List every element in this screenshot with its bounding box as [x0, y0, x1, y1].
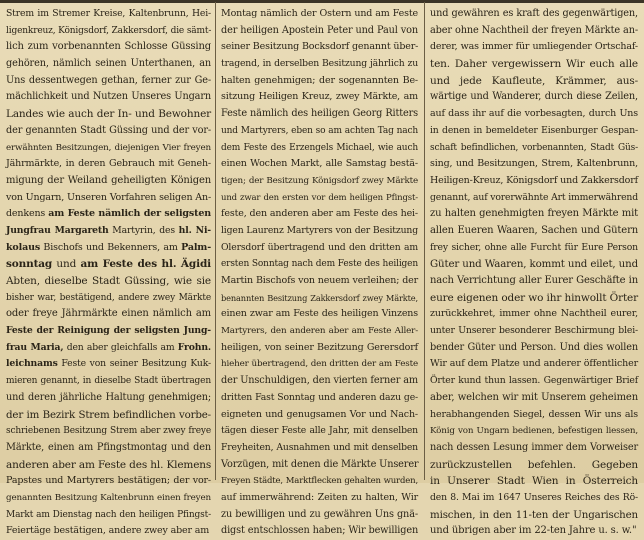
text-run: in Unserer Stadt Wien in Österreich — [430, 475, 638, 488]
text-run: gehören, nämlich seinen Unterthanen, an — [6, 58, 211, 70]
text-line — [6, 123, 211, 140]
text-run: digst entschlossen haben; Wir bewilligen — [221, 525, 419, 537]
text-run: zu bewilligen und zu gewähren Uns gnä- — [221, 508, 418, 520]
bold-text-run: Jungfrau Margareth — [6, 224, 109, 236]
text-run: Wir auf dem Platze und anderer öffentlicher — [430, 358, 638, 370]
column-divider — [424, 2, 425, 480]
text-line — [6, 473, 211, 490]
text-line — [221, 56, 418, 73]
text-run: zu halten genehmigten freyen Märkte mit — [430, 208, 638, 220]
text-run: mieren genannt, in dieselbe Stadt übertragen — [6, 376, 211, 387]
text-run: hieher übertragend, den dritten der am Feste — [221, 359, 418, 370]
text-line — [221, 490, 418, 507]
bold-text-run: sonntag — [6, 258, 53, 271]
text-run: tragend, in derselben Besitzung jährlich zu — [221, 58, 418, 70]
text-line — [430, 73, 638, 90]
text-column-3 — [430, 6, 638, 537]
text-run: den 8. Mai im 1647 Unseres Reiches des Rö- — [430, 491, 638, 503]
text-run: lich zum vorbenannten Schlosse Güssing — [6, 41, 211, 53]
text-line — [221, 89, 418, 106]
text-run: Örter kund thun lassen. Gegenwärtiger Brief — [430, 375, 638, 387]
text-line — [6, 340, 211, 357]
text-line — [6, 290, 211, 307]
text-line — [6, 507, 211, 524]
bold-text-run: Frohn. — [177, 341, 211, 353]
text-line — [221, 473, 418, 490]
text-line — [6, 190, 211, 207]
text-run: Abten, dieselbe Stadt Güssing, wie sie — [6, 275, 211, 287]
text-run: einen Wochen Markt, alle Samstag bestä- — [221, 158, 418, 170]
text-run: auf immerwährend: Zeiten zu halten, Wir — [221, 491, 418, 503]
text-run: bisher war, bestätigend, andere zwey Märkte — [6, 292, 211, 303]
text-run: ten. Daher vergewissern Wir euch alle — [430, 58, 638, 71]
text-run: heiligen, von seiner Bezitzung Gerersdorf — [221, 341, 418, 353]
text-line — [430, 256, 638, 273]
text-line — [6, 490, 211, 507]
text-line — [430, 240, 638, 257]
text-line — [221, 507, 418, 524]
text-line — [430, 390, 638, 407]
text-line — [221, 39, 418, 56]
text-run: und — [52, 258, 81, 271]
text-run: zurückkehret, immer ohne Nachtheil eurer, — [430, 308, 638, 320]
text-run: Märkte, einen am Pfingstmontag und den — [6, 441, 211, 453]
text-line — [6, 39, 211, 56]
bold-text-run: Palm- — [181, 241, 211, 253]
text-run: König von Ungarn bedienen, befestigen liessen, — [430, 426, 638, 437]
text-run: der heiligen Apostein Peter und Paul von — [221, 24, 418, 36]
text-line — [221, 106, 418, 123]
text-line — [221, 457, 418, 474]
text-line — [221, 6, 418, 23]
text-line — [430, 356, 638, 373]
text-line — [6, 273, 211, 290]
text-run: dritten Fast Sonntag und anderen dazu ge- — [221, 391, 418, 403]
text-line — [430, 173, 638, 190]
text-run: Martyrin, des — [108, 224, 179, 236]
text-run: von Ungarn, Unseren Vorfahren seligen An- — [6, 191, 212, 203]
text-line — [430, 223, 638, 240]
text-line — [430, 56, 638, 73]
text-run: halten genehmigen; der sogenannten Be- — [221, 74, 418, 86]
text-line — [221, 223, 418, 240]
text-run: Güter und Waaren, kommt und eilet, und — [430, 258, 638, 271]
text-run: genannten Besitzung Kaltenbrunn einen freyen — [6, 492, 211, 503]
text-run: migung der Weiland geheiligten Königen — [6, 174, 211, 186]
text-run: Freyen Städte, Marktflecken gehalten wurden, — [221, 476, 418, 487]
text-run: Uns dessentwegen gethan, ferner zur Ge- — [6, 74, 211, 86]
text-line — [221, 323, 418, 340]
text-run: einen zwar am Feste des heiligen Vinzens — [221, 308, 418, 320]
text-run: nach dessen Lesung immer dem Vorweiser — [430, 441, 638, 453]
text-line — [430, 156, 638, 173]
text-run: genannt, auf vorerwähnte Art immerwährend — [430, 191, 638, 203]
text-run: allen Eueren Waaren, Sachen und Gütern — [430, 224, 638, 236]
text-line — [6, 457, 211, 474]
text-run: Martin Bischofs von neuem verleihen; der — [221, 275, 418, 286]
text-run: schriebenen Besitzung Strem aber zwey freye — [6, 426, 211, 437]
text-line — [430, 440, 638, 457]
bold-text-run: Feste der Reinigung der seligsten Jung- — [6, 325, 211, 337]
text-run: ligen Laurenz Martyrers von der Besitzung — [221, 224, 418, 236]
text-line — [430, 507, 638, 524]
text-line — [221, 523, 418, 540]
text-line — [6, 23, 211, 40]
text-run: und zwar den ersten vor dem heiligen Pfingst- — [221, 192, 418, 203]
text-run: auf dass ihr auf die vorbesagten, durch Uns — [430, 108, 638, 120]
text-run: oder freye Jährmärkte einen nämlich am — [6, 308, 211, 320]
text-line — [221, 306, 418, 323]
text-run: nach Verrichtung aller Eurer Geschäfte in — [430, 275, 638, 286]
text-run: Martyrers, den anderen aber am Feste Aller- — [221, 326, 418, 337]
bold-text-run: kolaus — [6, 241, 41, 253]
text-run: derer, was immer für umliegender Ortschaf- — [430, 41, 638, 53]
text-run: Strem im Stremer Kreise, Kaltenbrunn, Hei- — [6, 8, 211, 19]
text-run: ersten Sonntag nach dem Feste des heiligen — [221, 259, 418, 270]
text-line — [430, 6, 638, 23]
text-line — [430, 123, 638, 140]
text-run: aber ohne Nachtheil der freyen Märkte an- — [430, 24, 638, 36]
text-run: und deren jährliche Haltung genehmigen; — [6, 391, 211, 403]
text-line — [430, 190, 638, 207]
text-line — [6, 106, 211, 123]
text-line — [6, 523, 211, 540]
text-run: anderen aber am Feste des hl. Klemens — [6, 458, 212, 471]
bold-text-run: leichnams — [6, 358, 58, 370]
bold-text-run: am Feste des hl. Ägidi — [80, 258, 211, 271]
text-run: seiner Besitzung Bocksdorf genannt über- — [221, 41, 419, 53]
text-line — [221, 356, 418, 373]
text-run: Papstes und Martyrers bestätigen; der vor- — [6, 475, 211, 487]
bold-text-run: am Feste nämlich der seligsten — [48, 208, 211, 220]
text-run: denkens — [6, 208, 49, 220]
text-line — [221, 206, 418, 223]
bold-text-run: frau Maria, — [6, 341, 64, 353]
text-line — [430, 89, 638, 106]
text-run: Landes wie auch der In- und Bewohner — [6, 108, 211, 121]
text-run: erwähnten Besitzungen, diejenigen Vier freyen — [6, 142, 211, 153]
text-line — [221, 340, 418, 357]
text-line — [6, 256, 211, 273]
text-run: aber, welchen wir mit Unserem geheimen — [430, 391, 638, 403]
text-line — [6, 240, 211, 257]
text-run: frey sicher, ohne alle Furcht für Eure Person — [430, 241, 638, 253]
text-line — [430, 457, 638, 474]
text-run: sitzung Heiligen Kreuz, zwey Märkte, am — [221, 91, 418, 103]
text-run: Feiertäge bestätigen, andere zwey aber am — [6, 525, 210, 537]
text-line — [430, 290, 638, 307]
text-run: sing, und Besitzungen, Strem, Kaltenbrunn, — [430, 158, 638, 170]
text-line — [430, 490, 638, 507]
bold-text-run: hl. Ni- — [178, 224, 211, 236]
text-column-2 — [221, 6, 419, 537]
text-run: und übrigen aber im 22-ten Jahre u. s. w." — [430, 525, 637, 537]
text-line — [430, 273, 638, 290]
text-line — [221, 423, 418, 440]
text-line — [221, 390, 418, 407]
text-line — [6, 423, 211, 440]
text-run: mächlichkeit und Nutzen Unseres Ungarn — [6, 91, 211, 103]
text-run: wärtige und Wanderer, durch diese Zeilen, — [430, 91, 638, 103]
text-line — [221, 373, 418, 390]
text-line — [430, 407, 638, 424]
text-run: herabhangenden Siegel, dessen Wir uns als — [430, 408, 638, 420]
text-line — [221, 23, 418, 40]
text-run: schaft befindlichen, vorbenannten, Stadt Güs- — [430, 142, 638, 153]
text-line — [430, 473, 638, 490]
text-line — [6, 56, 211, 73]
text-line — [430, 373, 638, 390]
text-line — [221, 407, 418, 424]
text-line — [221, 73, 418, 90]
text-line — [430, 206, 638, 223]
text-line — [221, 256, 418, 273]
text-line — [6, 6, 211, 23]
text-line — [430, 323, 638, 340]
text-run: eure eigenen oder wo ihr hinwollt Örter — [430, 291, 638, 304]
text-line — [6, 373, 211, 390]
text-run: Heiligen-Kreuz, Königsdorf und Zakkersdorf — [430, 174, 638, 186]
text-line — [6, 306, 211, 323]
text-run: Feste nämlich des heiligen Georg Ritters — [221, 108, 418, 120]
text-run: unter Unserer besonderer Beschirmung blei- — [430, 325, 638, 337]
text-run: Markt am Dienstag nach den heiligen Pfingst- — [6, 509, 211, 520]
text-run: zurückzustellen befehlen. Gegeben — [430, 458, 638, 471]
text-line — [221, 123, 418, 140]
text-run: Olersdorf übertragend und den dritten am — [221, 241, 418, 253]
text-run: Bischofs und Bekenners, am — [40, 241, 182, 253]
text-line — [221, 173, 418, 190]
text-run: und gewähren es kraft des gegenwärtigen, — [430, 8, 638, 19]
text-line — [6, 223, 211, 240]
text-line — [430, 523, 638, 540]
text-line — [430, 106, 638, 123]
text-line — [6, 73, 211, 90]
text-line — [221, 156, 418, 173]
text-run: dem Feste des Erzengels Michael, wie auch — [221, 142, 418, 153]
text-run: und Martyrers, eben so am achten Tag nach — [221, 125, 418, 136]
text-line — [6, 89, 211, 106]
text-line — [6, 173, 211, 190]
text-line — [6, 323, 211, 340]
text-run: in denen in bemeldeter Eisenburger Gespan- — [430, 124, 638, 136]
text-run: den aber gleichfalls am — [63, 341, 178, 353]
top-rule — [0, 0, 644, 3]
text-line — [430, 39, 638, 56]
column-divider — [215, 2, 216, 480]
text-line — [221, 140, 418, 157]
text-line — [221, 440, 418, 457]
text-line — [6, 206, 211, 223]
text-run: benannten Besitzung Zakkersdorf zwey Märkte, — [221, 292, 418, 303]
text-run: bender Güter und Person. Und dies wollen — [430, 341, 638, 353]
text-line — [430, 340, 638, 357]
text-line — [6, 356, 211, 373]
text-line — [221, 240, 418, 257]
text-line — [430, 23, 638, 40]
text-run: feste, den anderen aber am Feste des hei- — [221, 208, 418, 220]
text-line — [221, 190, 418, 207]
text-run: tigen; der Besitzung Königsdorf zwey Märkte — [221, 175, 418, 186]
text-run: mischen, in den 11-ten der Ungarischen — [430, 508, 638, 521]
text-run: eigneten und genugsamen Vor und Nach- — [221, 408, 418, 420]
text-run: ligenkreuz, Königsdorf, Zakkersdorf, die sämt- — [6, 25, 212, 36]
text-line — [6, 390, 211, 407]
text-line — [430, 423, 638, 440]
text-line — [6, 407, 211, 424]
text-line — [430, 306, 638, 323]
text-run: der Unschuldigen, den vierten ferner am — [221, 375, 418, 387]
text-run: Jährmärkte, in deren Gebrauch mit Geneh- — [6, 158, 211, 170]
text-column-1 — [6, 6, 212, 537]
text-line — [221, 273, 418, 290]
text-line — [6, 440, 211, 457]
text-line — [6, 140, 211, 157]
text-line — [6, 156, 211, 173]
text-run: und jede Kaufleute, Krämmer, aus- — [430, 74, 638, 87]
text-run: Vorzügen, mit denen die Märkte Unserer — [221, 458, 419, 470]
text-run: Feste von seiner Besitzung Kuk- — [57, 358, 211, 370]
text-run: der genannten Stadt Güssing und der vor- — [6, 124, 211, 136]
text-run: tägen dieser Feste alle Jahr, mit denselben — [221, 425, 418, 437]
text-run: der im Bezirk Strem befindlichen vorbe- — [6, 408, 211, 421]
text-run: Montag nämlich der Ostern und am Feste — [221, 8, 418, 19]
text-line — [430, 140, 638, 157]
text-line — [221, 290, 418, 307]
text-run: Freyheiten, Ausnahmen und mit denselben — [221, 441, 418, 453]
